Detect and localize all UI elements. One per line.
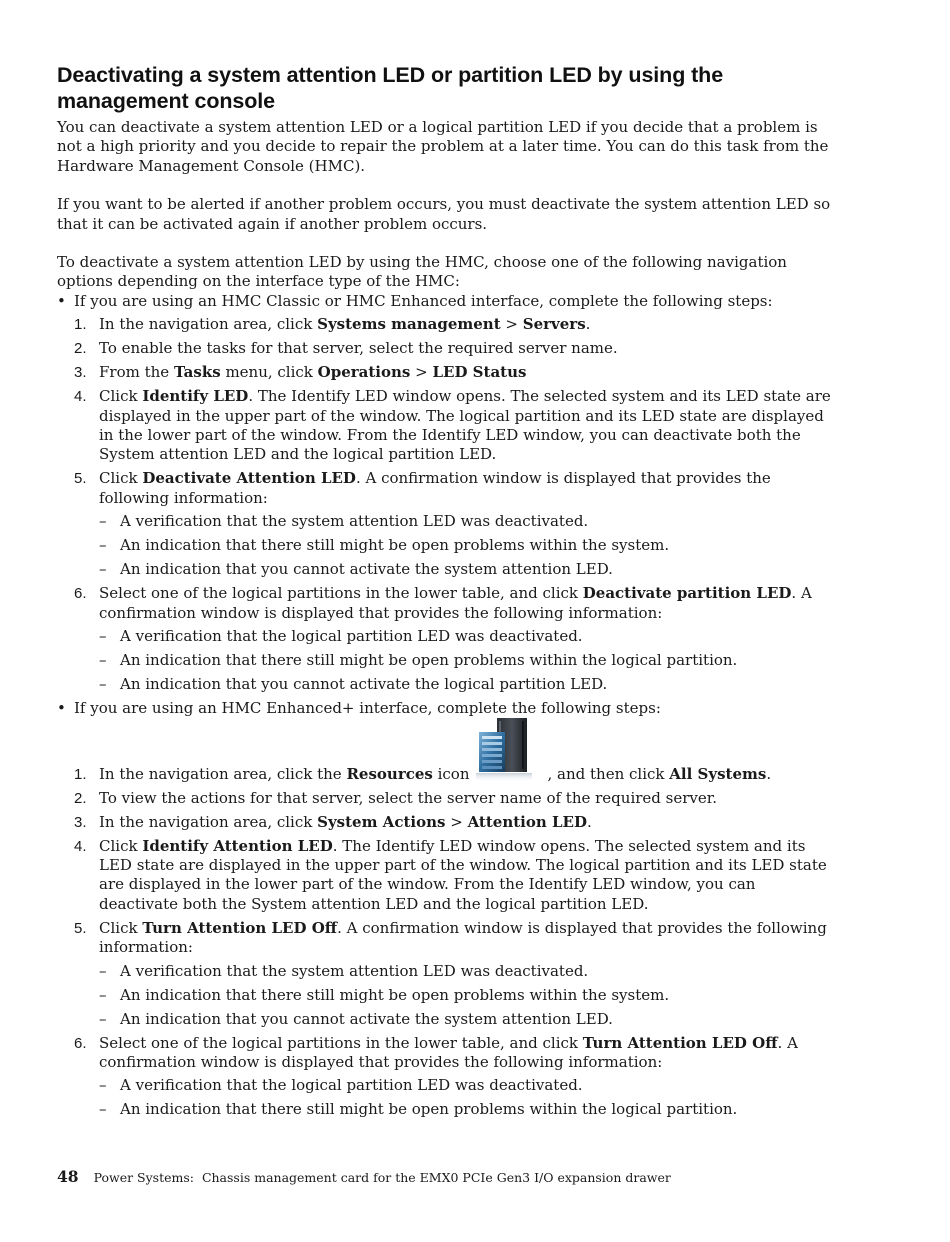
- step-number: 4.: [74, 837, 87, 855]
- dash-mark: –: [99, 560, 107, 579]
- detail-item: [99, 512, 837, 531]
- ui-term: Resources: [346, 764, 433, 783]
- detail-item: [99, 1100, 837, 1119]
- step-text: .: [766, 764, 772, 783]
- enhanced-step-5: [74, 919, 837, 1029]
- step-number: 2.: [74, 340, 87, 358]
- dash-mark: –: [99, 627, 107, 646]
- step-text: In the navigation area, click: [99, 812, 318, 831]
- classic-interface-item: [57, 292, 837, 695]
- step-text: In the navigation area, click: [99, 315, 318, 334]
- server-rack-icon: [476, 717, 542, 783]
- page-content: [57, 62, 837, 1124]
- page-number: 48: [57, 1167, 79, 1186]
- dash-mark: –: [99, 1100, 107, 1119]
- dash-mark: –: [99, 651, 107, 670]
- detail-text: A verification that the logical partition LED was deactivated.: [120, 1076, 583, 1095]
- dash-mark: –: [99, 1009, 107, 1028]
- classic-step-1: [74, 315, 837, 334]
- step-number: 6.: [74, 585, 87, 603]
- ui-term: All Systems: [669, 764, 767, 783]
- step-text: .: [585, 315, 591, 334]
- intro-paragraph-2: If you want to be alerted if another problem occurs, you must deactivate the system attention LED so that it can be activated again if another problem occurs.: [57, 195, 831, 233]
- ui-term: Deactivate Attention LED: [142, 469, 356, 488]
- detail-text: An indication that there still might be open problems within the logical partition.: [120, 1100, 738, 1119]
- detail-text: An indication that you cannot activate the system attention LED.: [120, 1009, 613, 1028]
- classic-step-5-details: [99, 512, 837, 579]
- step-text: To view the actions for that server, select the server name of the required server.: [99, 788, 718, 807]
- dash-mark: –: [99, 961, 107, 980]
- step-text: From the: [99, 363, 174, 382]
- step-number: 2.: [74, 789, 87, 807]
- step-text: Click: [99, 469, 143, 488]
- detail-text: An indication that you cannot activate the logical partition LED.: [120, 675, 608, 694]
- intro-paragraph-1: You can deactivate a system attention LED or a logical partition LED if you decide that a problem is not a high priority and you decide to repair the problem at a later time. You can do this task from the Hardware Management Console (HMC).: [57, 118, 829, 175]
- ui-term: Turn Attention LED Off: [582, 1033, 778, 1052]
- detail-item: [99, 1010, 837, 1029]
- classic-step-6-details: [99, 627, 837, 694]
- enhanced-step-4: [74, 837, 837, 915]
- page-title: Deactivating a system attention LED or partition LED by using the management console: [57, 63, 724, 113]
- step-number: 3.: [74, 364, 87, 382]
- footer-text: Power Systems: Chassis management card for the EMX0 PCIe Gen3 I/O expansion drawer: [93, 1170, 671, 1185]
- enhanced-steps: [74, 717, 837, 1120]
- ui-term: Identify LED: [142, 387, 249, 406]
- detail-item: [99, 962, 837, 981]
- detail-text: A verification that the system attention LED was deactivated.: [120, 512, 589, 531]
- ui-term: Identify Attention LED: [142, 836, 333, 855]
- detail-text: An indication that there still might be open problems within the system.: [120, 985, 670, 1004]
- enhanced-step-2: [74, 789, 837, 808]
- ui-term: Operations: [317, 363, 411, 382]
- ui-term: System Actions: [317, 812, 446, 831]
- step-number: 3.: [74, 813, 87, 831]
- step-text: icon: [432, 764, 470, 783]
- detail-item: [99, 1076, 837, 1095]
- enhanced-step-6: [74, 1034, 837, 1120]
- step-text: . The Identify LED window opens. The selected system and its LED state are displayed in the upper part of the window. The logical partition and its LED state are displayed in the lower part of the window. From the Identify LED window, you can deactivate both the System attention LED and the logical partition LED.: [99, 836, 827, 913]
- step-text: Click: [99, 918, 143, 937]
- step-number: 5.: [74, 470, 87, 488]
- page-footer: [57, 1167, 671, 1188]
- step-text: Click: [99, 387, 143, 406]
- step-text: .: [587, 812, 592, 831]
- classic-step-3: [74, 363, 837, 382]
- step-number: 4.: [74, 388, 87, 406]
- ui-term: Servers: [522, 315, 586, 334]
- dash-mark: –: [99, 536, 107, 555]
- enhanced-step-1: [74, 717, 837, 784]
- bullet-mark: •: [57, 291, 66, 310]
- dash-mark: –: [99, 985, 107, 1004]
- step-text: . A confirmation window is displayed that provides the following information:: [99, 918, 827, 957]
- detail-item: [99, 651, 837, 670]
- step-text: >: [500, 315, 523, 334]
- detail-item: [99, 560, 837, 579]
- detail-text: An indication that there still might be open problems within the logical partition.: [120, 651, 738, 670]
- detail-item: [99, 675, 837, 694]
- ui-term: LED Status: [432, 363, 527, 382]
- step-text: To enable the tasks for that server, select the required server name.: [99, 339, 618, 358]
- classic-step-2: [74, 339, 837, 358]
- detail-item: [99, 627, 837, 646]
- classic-steps: [74, 315, 837, 694]
- classic-step-5: [74, 469, 837, 579]
- classic-step-4: [74, 387, 837, 465]
- enhanced-step-6-details: [99, 1076, 837, 1119]
- step-number: 5.: [74, 919, 87, 937]
- step-number: 6.: [74, 1034, 87, 1052]
- dash-mark: –: [99, 1076, 107, 1095]
- enhanced-step-5-details: [99, 962, 837, 1029]
- dash-mark: –: [99, 512, 107, 531]
- dash-mark: –: [99, 675, 107, 694]
- detail-text: An indication that there still might be open problems within the system.: [120, 536, 670, 555]
- detail-item: [99, 536, 837, 555]
- step-text: menu, click: [220, 363, 318, 382]
- classic-step-6: [74, 584, 837, 694]
- ui-term: Tasks: [173, 363, 221, 382]
- step-text: >: [445, 812, 468, 831]
- ui-term: Deactivate partition LED: [582, 584, 792, 603]
- enhanced-intro: If you are using an HMC Enhanced+ interface, complete the following steps:: [74, 699, 661, 718]
- bullet-mark: •: [57, 699, 66, 718]
- detail-text: A verification that the logical partition LED was deactivated.: [120, 627, 583, 646]
- step-text: In the navigation area, click the: [99, 764, 347, 783]
- intro-paragraph-3: To deactivate a system attention LED by using the HMC, choose one of the following navigation options depending on the interface type of the HMC:: [57, 253, 787, 291]
- ui-term: Turn Attention LED Off: [142, 918, 338, 937]
- classic-intro: If you are using an HMC Classic or HMC Enhanced interface, complete the following steps:: [74, 291, 773, 310]
- detail-text: An indication that you cannot activate the system attention LED.: [120, 560, 613, 579]
- step-text: . A confirmation window is displayed that provides the following information:: [99, 584, 812, 622]
- step-text: . A confirmation window is displayed that provides the following information:: [99, 469, 771, 507]
- detail-item: [99, 986, 837, 1005]
- step-text: Select one of the logical partitions in the lower table, and click: [99, 584, 583, 603]
- enhanced-plus-interface-item: [57, 699, 837, 1120]
- step-text: >: [410, 363, 433, 382]
- detail-text: A verification that the system attention LED was deactivated.: [120, 961, 589, 980]
- step-text: Select one of the logical partitions in the lower table, and click: [99, 1033, 583, 1052]
- step-text: Click: [99, 836, 143, 855]
- step-number: 1.: [74, 765, 87, 783]
- step-text: , and then click: [547, 764, 670, 783]
- step-text: . A confirmation window is displayed that provides the following information:: [99, 1033, 798, 1071]
- interface-options-list: [57, 292, 837, 1120]
- ui-term: Systems management: [317, 315, 501, 334]
- step-number: 1.: [74, 316, 87, 334]
- step-text: . The Identify LED window opens. The selected system and its LED state are displayed in the upper part of the window. The logical partition and its LED state are displayed in the lower part of the window. From the Identify LED window, you can deactivate both the System attention LED and the logical partition LED.: [99, 387, 831, 464]
- enhanced-step-3: [74, 813, 837, 832]
- ui-term: Attention LED: [467, 812, 587, 831]
